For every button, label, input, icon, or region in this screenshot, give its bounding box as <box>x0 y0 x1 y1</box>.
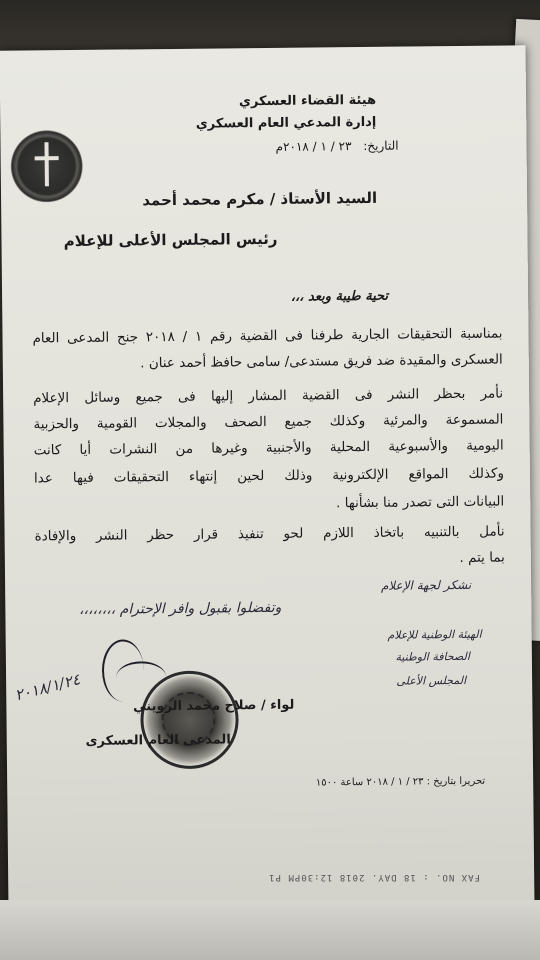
fax-header: FAX NO. : 18 DAY. 2018 12:30PM P1 <box>268 872 480 882</box>
military-justice-emblem-icon <box>10 130 83 203</box>
issued-at: تحريرا بتاريخ : ٢٣ / ١ / ٢٠١٨ ساعة ١٥٠٠ <box>315 775 486 789</box>
handwritten-note: نشكر لجهة الإعلام <box>380 577 472 593</box>
recipient-name: السيد الأستاذ / مكرم محمد أحمد <box>142 188 378 210</box>
body-line: نأمر بحظر النشر فى القضية المشار إليها فى جميع وسائل الإعلام <box>33 385 504 407</box>
date-value: ٢٣ / ١ / ٢٠١٨م <box>275 139 352 154</box>
greeting: تحية طيبة وبعد ،،، <box>290 288 389 305</box>
org-name: هيئة القضاء العسكري <box>238 92 377 110</box>
body-line: العسكرى والمقيدة ضد فريق مستدعى/ سامى حافظ أحمد عنان . <box>140 351 503 372</box>
body-line: وكذلك المواقع الإلكترونية وذلك لحين إنتهاء التحقيقات فيها عدا <box>33 465 505 487</box>
handwritten-date: ٢٠١٨/١/٢٤ <box>12 670 82 705</box>
body-line: نأمل بالتنبيه باتخاذ اللازم لحو تنفيذ قرار حظر النشر والإفادة <box>34 523 505 545</box>
body-line: بمناسبة التحقيقات الجارية طرفنا فى القضية رقم ١ / ٢٠١٨ جنح المدعى العام <box>32 325 503 347</box>
body-line: البيانات التى تصدر منا بشأنها . <box>336 493 505 512</box>
date-label: التاريخ: <box>363 138 399 153</box>
date-row <box>276 139 399 154</box>
document-page <box>0 45 534 910</box>
signatory-name: لواء / صلاح محمد الرويني <box>133 697 295 715</box>
body-line: اليومية والأسبوعية المحلية والأجنبية وغيرها من النشرات أيا كانت <box>33 437 504 459</box>
body-line: المسموعة والمرئية وكذلك جميع الصحف والمجلات القومية والحزبية <box>33 411 504 433</box>
body-line: بما يتم . <box>459 549 505 566</box>
closing-line: وتفضلوا بقبول وافر الإحترام ،،،،،،،، <box>78 599 282 618</box>
desk-edge <box>0 900 540 960</box>
recipient-title: رئيس المجلس الأعلى للإعلام <box>63 229 278 251</box>
signatory-title: المدعى العام العسكرى <box>85 732 231 749</box>
department-name: إدارة المدعي العام العسكري <box>195 114 377 132</box>
handwritten-note: الهيئة الوطنية للإعلام <box>387 627 482 642</box>
handwritten-note: المجلس الأعلى <box>396 673 467 688</box>
handwritten-note: الصحافة الوطنية <box>395 649 470 664</box>
